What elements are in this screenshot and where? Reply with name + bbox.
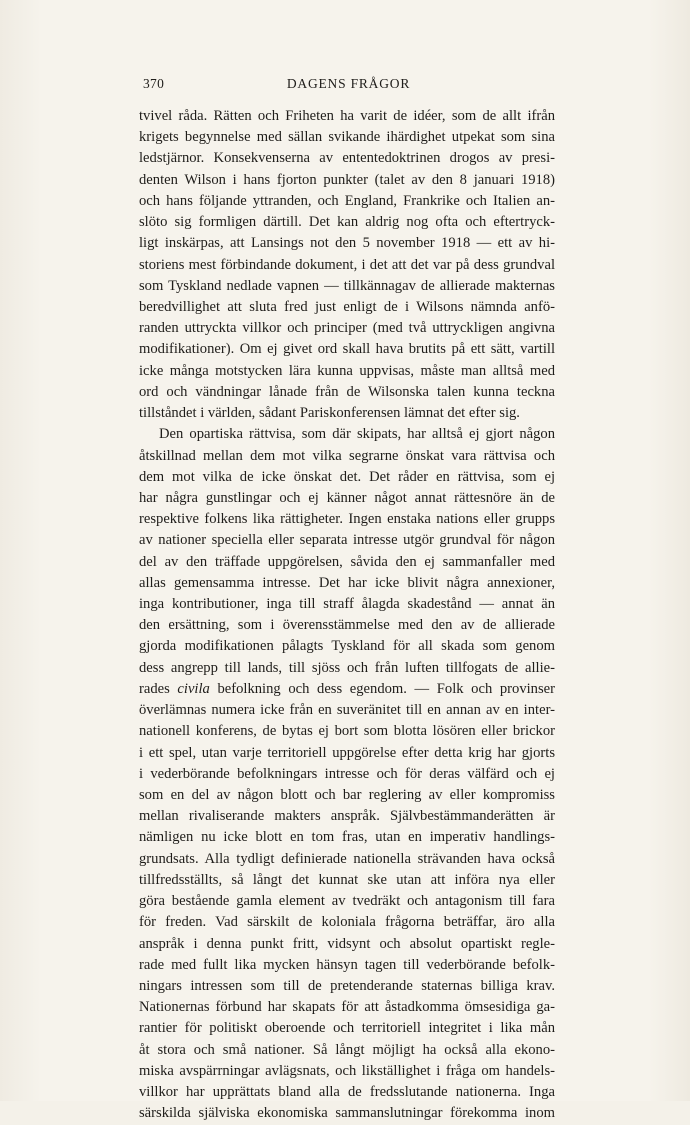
text-line: nämligen nu icke blott en tom fras, utan en imperativ handlings- — [139, 829, 555, 846]
text-line: storiens mest förbindande dokument, i det att det var på dess grundval — [139, 256, 555, 273]
text-line: särskilda själviska ekonomiska sammanslutningar förekomma inom — [139, 1105, 555, 1122]
text-line: grundsats. Alla tydligt definierade nationella strävanden hava också — [139, 850, 555, 867]
text-line: anspråk i denna punkt fritt, vidsynt och absolut opartiskt regle- — [139, 935, 555, 952]
text-line: villkor har upprättats bland alla de fredsslutande nationerna. Inga — [139, 1084, 555, 1101]
text-line: av nationer speciella eller separata intresse utgör grundval för någon — [139, 532, 555, 549]
running-title: DAGENS FRÅGOR — [286, 76, 411, 91]
text-line: har några gunstlingar och ej känner något annat rättesnöre än de — [139, 489, 555, 506]
text-line: modifikationer). Om ej givet ord skall hava brutits på ett sätt, vartill — [139, 341, 555, 358]
text-line: rade med fullt lika mycken hänsyn tagen till vederbörande befolk- — [139, 956, 555, 973]
text-line: respektive folkens lika rättigheter. Ingen enstaka nations eller grupps — [139, 511, 555, 528]
text-line: som Tyskland nedlade vapnen — tillkännagav de allierade makternas — [139, 277, 555, 294]
text-line: denten Wilson i hans fjorton punkter (talet av den 8 januari 1918) — [139, 171, 555, 188]
text-line: överlämnas numera icke från en suveränitet till en annan av en inter- — [139, 702, 555, 719]
page-header — [143, 76, 554, 96]
text-line: rantier för politiskt oberoende och territoriell integritet i lika mån — [139, 1020, 555, 1037]
text-line: krigets begynnelse med sällan svikande ihärdighet utpekat som sina — [139, 129, 555, 146]
text-segment: rades — [139, 680, 178, 697]
text-line: ningars intressen som till de pretenderande staternas billiga krav. — [139, 977, 555, 994]
text-line: tillståndet i världen, sådant Pariskonferensen lämnat det efter sig. — [139, 405, 520, 422]
text-line: ledstjärnor. Konsekvenserna av ententedoktrinen drogos av presi- — [139, 150, 555, 167]
text-line: dess angrepp till lands, till sjöss och från luften tillfogats de allie- — [139, 659, 555, 676]
text-line: åtskillnad mellan dem mot vilka segrarne önskat vara rättvisa och — [139, 447, 555, 464]
text-line: Nationernas förbund har skapats för att åstadkomma ömsesidiga ga- — [139, 999, 555, 1016]
text-line: som en del av någon blott och bar reglering av eller kompromiss — [139, 787, 555, 803]
paragraph-1 — [139, 106, 555, 424]
text-line: den ersättning, som i överensstämmelse med den av de allierade — [139, 617, 555, 634]
text-line: Den opartiska rättvisa, som där skipats, har alltså ej gjort någon — [159, 426, 555, 443]
text-line: ligt inskärpas, att Lansings not den 5 november 1918 — ett av hi- — [139, 235, 555, 252]
page-number: 370 — [143, 76, 165, 91]
italic-word: civila — [177, 680, 210, 697]
text-line: allas gemensamma intresse. Det har icke blivit några annexioner, — [139, 574, 555, 591]
text-line: gjorda modifikationen pålagts Tyskland för all skada som genom — [139, 638, 555, 655]
text-line: för freden. Vad särskilt de koloniala frågorna beträffar, äro alla — [139, 914, 555, 931]
text-line: icke många motstycken lära kunna uppvisas, måste man alltså med — [139, 362, 555, 379]
body-text — [139, 106, 555, 1125]
text-line: i ett spel, utan varje territoriell uppgörelse efter detta krig har gjorts — [139, 744, 555, 761]
text-line: randen uttryckta villkor och principer (med två uttryckligen angivna — [139, 320, 555, 337]
text-line: del av den träffade uppgörelsen, såvida den ej sammanfaller med — [139, 553, 555, 570]
text-line: åt stora och små nationer. Så långt möjligt ha också alla ekono- — [139, 1041, 555, 1058]
text-line-with-italic — [139, 679, 555, 700]
text-line: i vederbörande befolkningars intresse och för deras välfärd och ej — [139, 765, 555, 782]
text-line: mellan rivaliserande makters anspråk. Självbestämmanderätten är — [139, 808, 555, 825]
text-line: beredvillighet att sluta fred just enligt de i Wilsons nämnda anfö- — [139, 298, 555, 315]
text-line: dem mot vilka de icke önskat det. Det råder en rättvisa, som ej — [139, 468, 555, 485]
text-line: miska avspärrningar avlägsnats, och likställighet i fråga om handels- — [139, 1062, 555, 1079]
text-line: och hans följande yttranden, och England, Frankrike och Italien an- — [139, 192, 555, 209]
text-line: ord och vändningar lånade från de Wilsonska talen kunna teckna — [139, 383, 555, 400]
text-line: nationell konferens, de bytas ej bort som blotta lösören eller brickor — [139, 723, 555, 740]
paragraph-2 — [139, 424, 555, 1124]
text-line: tvivel råda. Rätten och Friheten ha varit de idéer, som de allt ifrån — [139, 108, 555, 124]
text-line: tillfredsställts, så långt det kunnat ske utan att införa nya eller — [139, 871, 555, 888]
text-segment: befolkning och dess egendom. — Folk och provinser — [209, 680, 555, 697]
text-line: slöto sig formligen därtill. Det kan aldrig nog ofta och eftertryck- — [139, 214, 555, 231]
text-line: inga kontributioner, inga till straff ålagda skadestånd — annat än — [139, 596, 555, 613]
text-line: göra bestående gamla element av tvedräkt och antagonism till fara — [139, 893, 555, 910]
